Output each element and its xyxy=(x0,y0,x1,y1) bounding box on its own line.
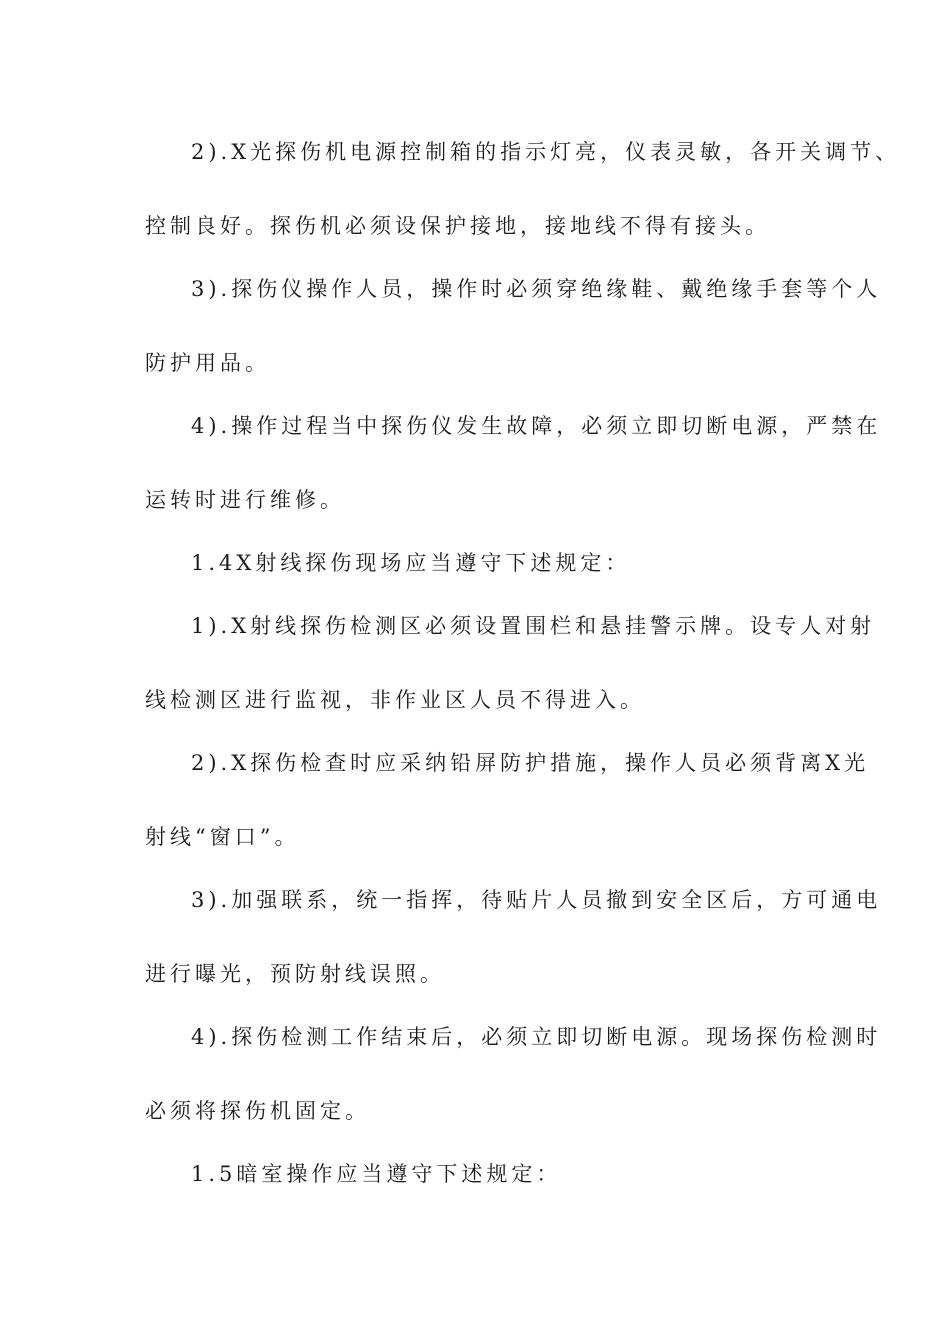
paragraph-line: 必须将探伤机固定。 xyxy=(145,1099,370,1123)
paragraph-line: 3).探伤仪操作人员，操作时必须穿绝缘鞋、戴绝缘手套等个人 xyxy=(191,277,882,301)
paragraph-line: 1).X射线探伤检测区必须设置围栏和悬挂警示牌。设专人对射 xyxy=(191,614,876,638)
paragraph-line: 2).X探伤检查时应采纳铅屏防护措施，操作人员必须背离X光 xyxy=(191,751,870,775)
paragraph-line: 4).操作过程当中探伤仪发生故障，必须立即切断电源，严禁在 xyxy=(191,414,882,438)
paragraph-line: 防护用品。 xyxy=(145,351,270,375)
paragraph-line: 线检测区进行监视，非作业区人员不得进入。 xyxy=(145,688,645,712)
paragraph-line: 控制良好。探伤机必须设保护接地，接地线不得有接头。 xyxy=(145,214,770,238)
paragraph-line: 射线“窗口”。 xyxy=(145,825,300,849)
paragraph-line: 4).探伤检测工作结束后，必须立即切断电源。现场探伤检测时 xyxy=(191,1025,882,1049)
section-heading: 1.5暗室操作应当遵守下述规定： xyxy=(191,1162,562,1186)
paragraph-line: 2).X光探伤机电源控制箱的指示灯亮，仪表灵敏，各开关调节、 xyxy=(191,140,901,164)
section-heading: 1.4X射线探伤现场应当遵守下述规定： xyxy=(191,551,631,575)
paragraph-line: 运转时进行维修。 xyxy=(145,488,345,512)
paragraph-line: 3).加强联系，统一指挥，待贴片人员撤到安全区后，方可通电 xyxy=(191,888,882,912)
paragraph-line: 进行曝光，预防射线误照。 xyxy=(145,962,445,986)
